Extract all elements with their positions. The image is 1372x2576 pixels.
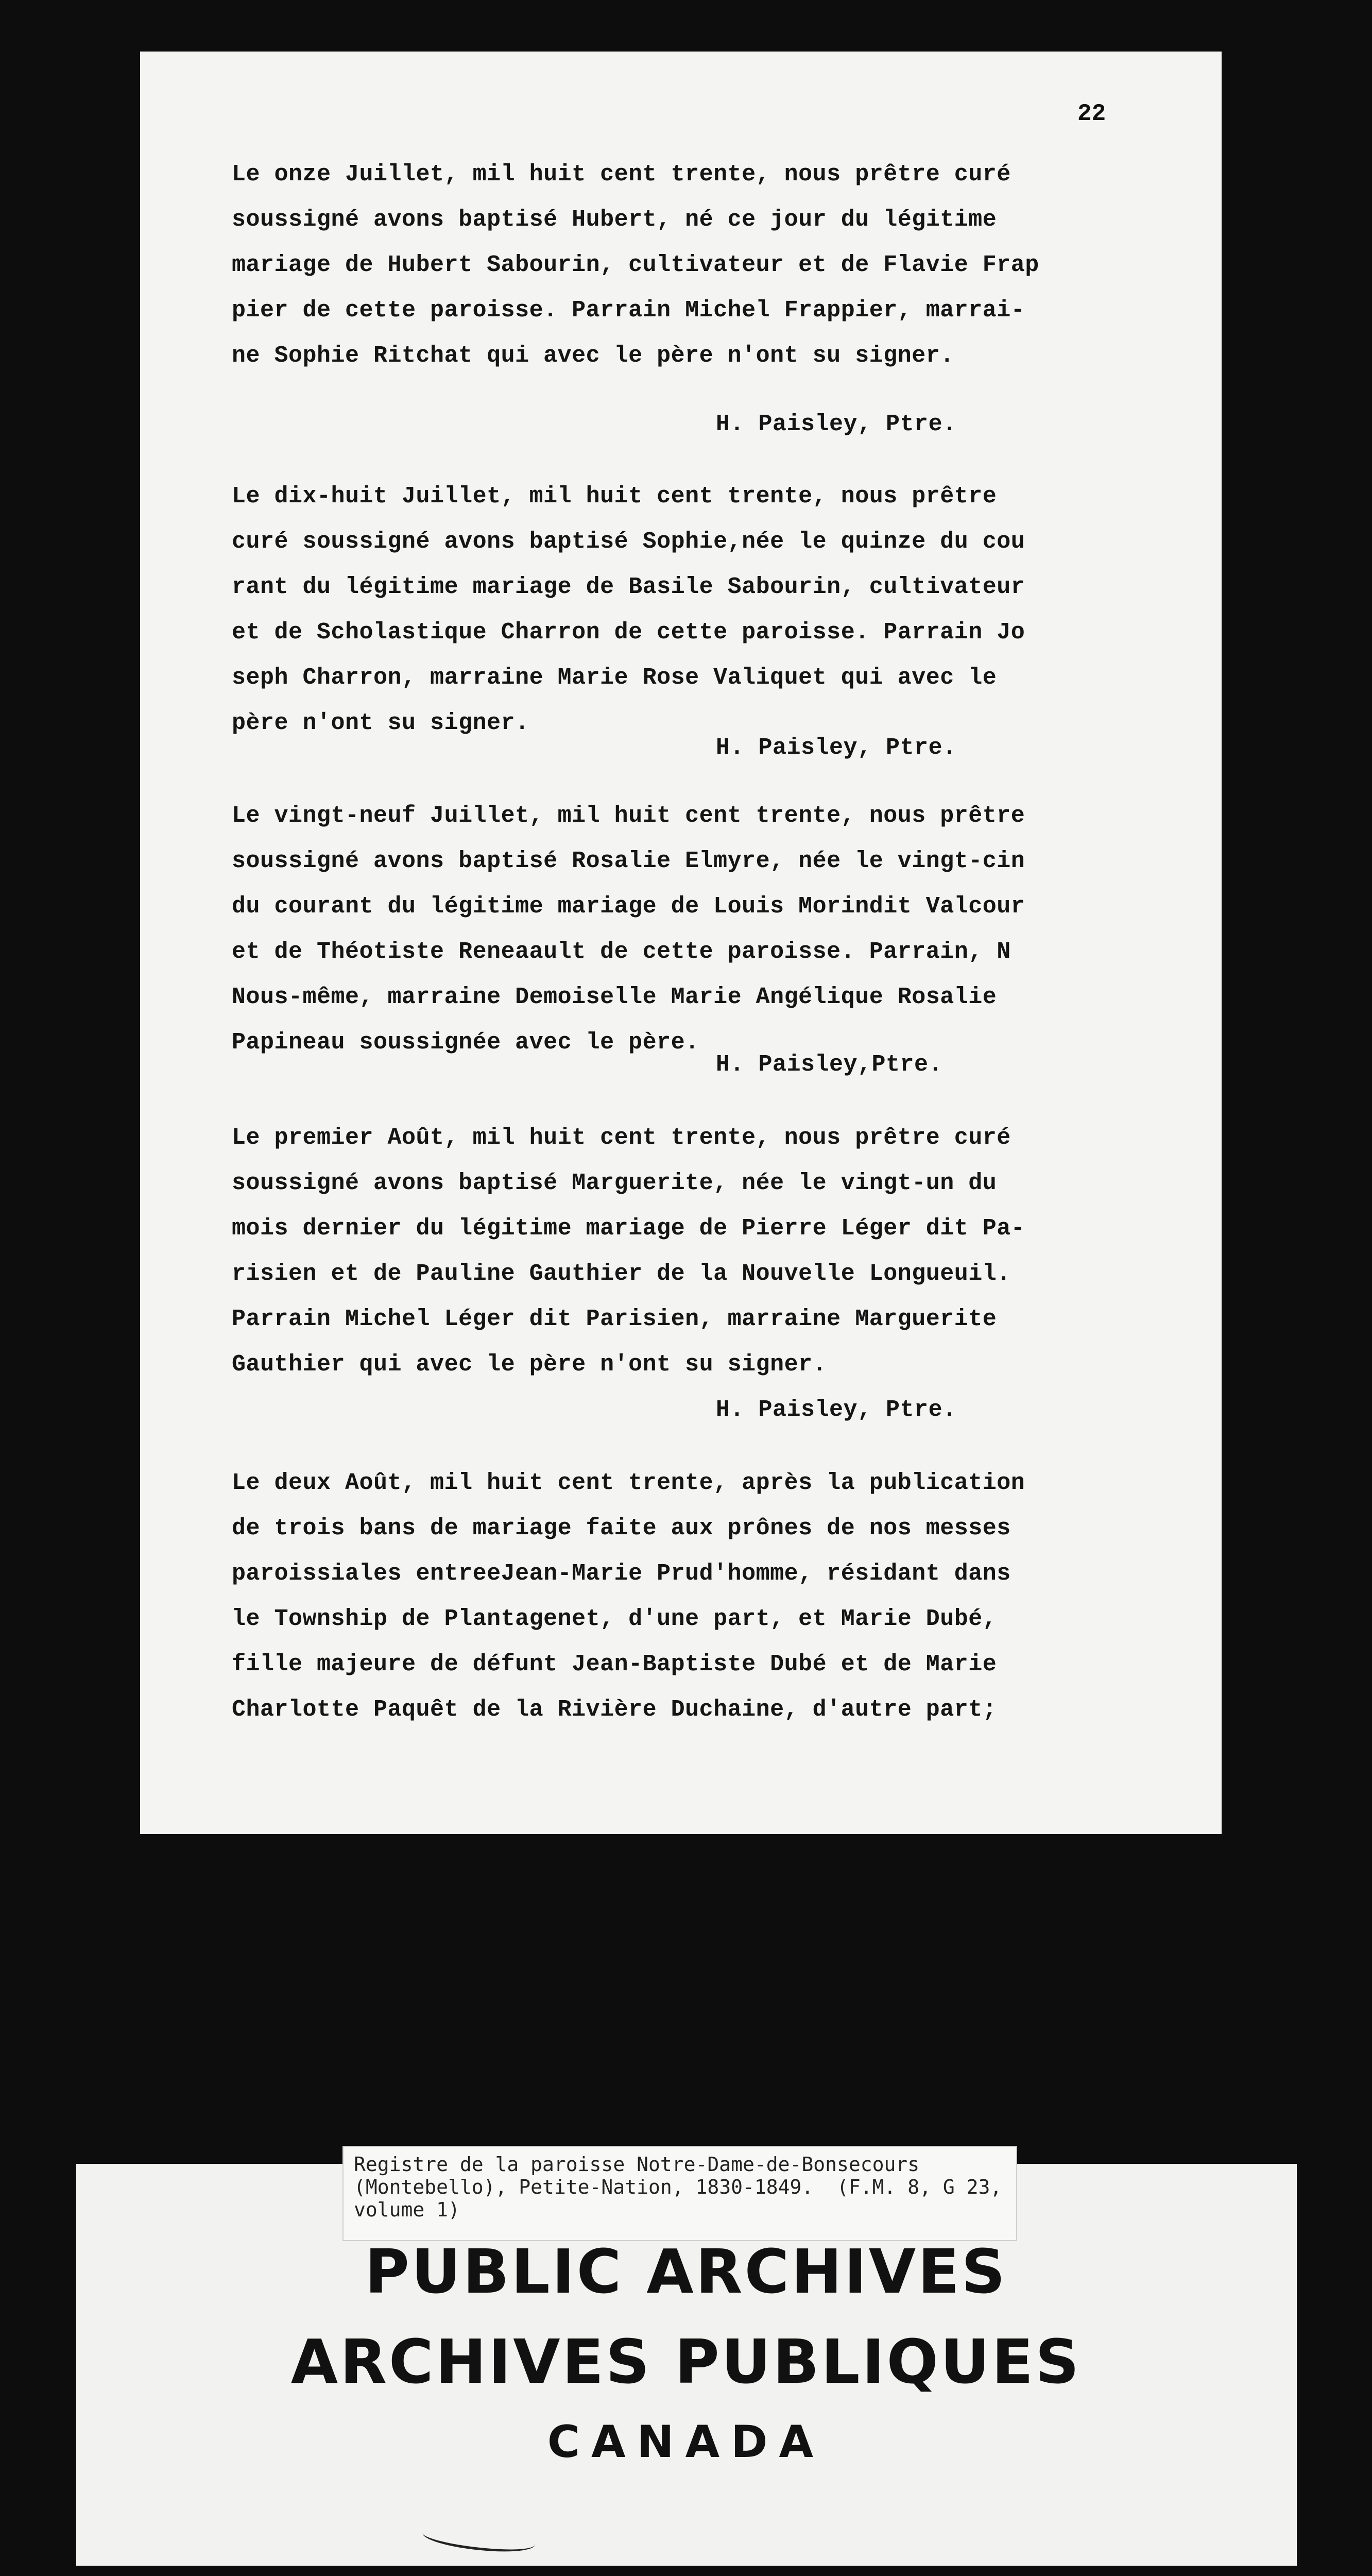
- entry-line: Le dix-huit Juillet, mil huit cent trente, nous prêtre: [232, 483, 997, 510]
- priest-signature: H. Paisley, Ptre.: [716, 1397, 957, 1423]
- entry-line: paroissiales entreeJean-Marie Prud'homme, résidant dans: [232, 1561, 1011, 1587]
- archive-country: CANADA: [547, 2416, 825, 2468]
- entry-line: ne Sophie Ritchat qui avec le père n'ont su signer.: [232, 343, 954, 369]
- entry-line: soussigné avons baptisé Marguerite, née le vingt-un du: [232, 1170, 997, 1196]
- entry-line: pier de cette paroisse. Parrain Michel Frappier, marrai-: [232, 297, 1025, 324]
- priest-signature: H. Paisley, Ptre.: [716, 411, 957, 437]
- marriage-entry: [232, 1461, 1174, 1733]
- priest-signature: H. Paisley, Ptre.: [716, 735, 957, 761]
- label-line: (Montebello), Petite-Nation, 1830-1849. (F.M. 8, G 23,: [354, 2176, 1002, 2198]
- entry-line: mariage de Hubert Sabourin, cultivateur et de Flavie Frap: [232, 252, 1039, 278]
- baptism-entry-2: [232, 474, 1174, 771]
- baptism-entry-1: [232, 152, 1174, 447]
- entry-line: Le premier Août, mil huit cent trente, nous prêtre curé: [232, 1125, 1011, 1151]
- entry-line: Le deux Août, mil huit cent trente, après la publication: [232, 1470, 1025, 1496]
- entry-line: du courant du légitime mariage de Louis Morindit Valcour: [232, 893, 1025, 920]
- entry-line: et de Scholastique Charron de cette paroisse. Parrain Jo: [232, 619, 1025, 646]
- page-number: 22: [1077, 100, 1106, 127]
- archive-title-english: PUBLIC ARCHIVES: [365, 2236, 1007, 2307]
- entry-line: Le onze Juillet, mil huit cent trente, nous prêtre curé: [232, 161, 1011, 188]
- entry-line: Nous-même, marraine Demoiselle Marie Angélique Rosalie: [232, 984, 997, 1010]
- entry-line: Le vingt-neuf Juillet, mil huit cent trente, nous prêtre: [232, 803, 1025, 829]
- entry-line: risien et de Pauline Gauthier de la Nouvelle Longueuil.: [232, 1261, 1011, 1287]
- entry-line: père n'ont su signer.: [232, 710, 529, 736]
- entry-line: Parrain Michel Léger dit Parisien, marraine Marguerite: [232, 1306, 997, 1332]
- entry-line: rant du légitime mariage de Basile Sabourin, cultivateur: [232, 574, 1025, 600]
- priest-signature: H. Paisley,Ptre.: [716, 1052, 943, 1078]
- baptism-entry-3: [232, 793, 1174, 1088]
- entry-line: soussigné avons baptisé Rosalie Elmyre, née le vingt-cin: [232, 848, 1025, 874]
- label-line: volume 1): [354, 2198, 460, 2221]
- entry-line: Papineau soussignée avec le père.: [232, 1029, 699, 1056]
- collection-label: [342, 2146, 1017, 2241]
- entry-line: fille majeure de défunt Jean-Baptiste Dubé et de Marie: [232, 1651, 997, 1677]
- archive-title-french: ARCHIVES PUBLIQUES: [290, 2326, 1082, 2397]
- label-line: Registre de la paroisse Notre-Dame-de-Bonsecours: [354, 2153, 920, 2176]
- entry-line: Charlotte Paquêt de la Rivière Duchaine, d'autre part;: [232, 1697, 997, 1723]
- entry-line: curé soussigné avons baptisé Sophie,née le quinze du cou: [232, 529, 1025, 555]
- entry-line: Gauthier qui avec le père n'ont su signer.: [232, 1351, 827, 1378]
- baptism-entry-4: [232, 1115, 1174, 1433]
- entry-line: de trois bans de mariage faite aux prônes de nos messes: [232, 1515, 1011, 1541]
- microfilm-margin: [0, 1834, 1372, 2143]
- entry-line: le Township de Plantagenet, d'une part, et Marie Dubé,: [232, 1606, 997, 1632]
- entry-line: seph Charron, marraine Marie Rose Valiquet qui avec le: [232, 665, 997, 691]
- entry-line: et de Théotiste Reneaault de cette paroisse. Parrain, N: [232, 939, 1011, 965]
- entry-line: mois dernier du légitime mariage de Pierre Léger dit Pa-: [232, 1215, 1025, 1242]
- entry-line: soussigné avons baptisé Hubert, né ce jour du légitime: [232, 207, 997, 233]
